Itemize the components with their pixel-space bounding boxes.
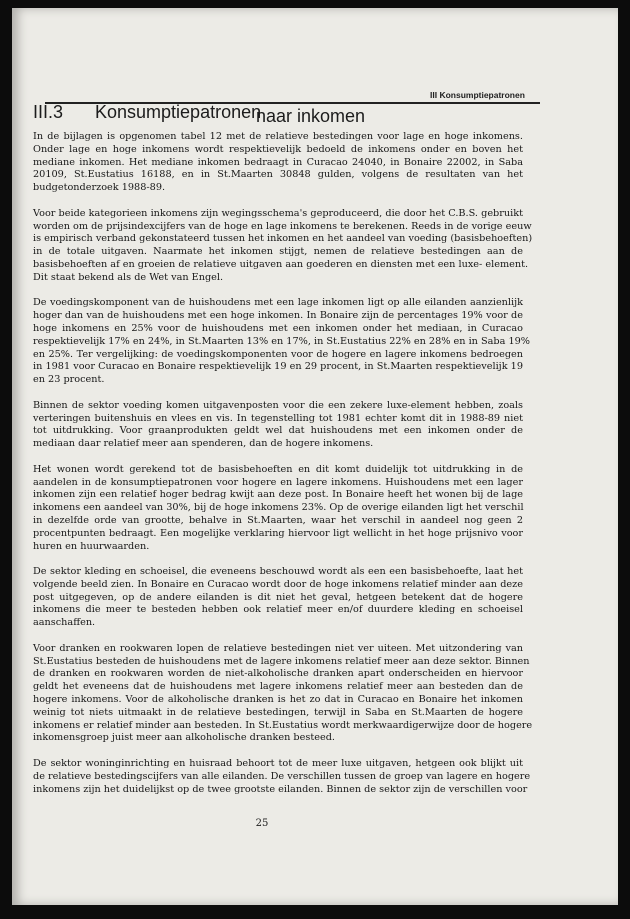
paragraph [33, 642, 533, 745]
text-line: in dezelfde orde van grootte, behalve in St.Maarten, waar het verschil in aandeel nog geen 2 [33, 514, 523, 526]
text-line: Onder lage en hoge inkomens wordt respektievelijk bedoeld de inkomens onder en boven het [33, 143, 523, 155]
text-line: De sektor woninginrichting en huisraad behoort tot de meer luxe uitgaven, hetgeen ook blijkt uit [33, 758, 523, 770]
text-line: in 1981 voor Curacao en Bonaire respektievelijk 19 en 29 procent, in St.Maarten respektievelijk 19 [33, 361, 523, 373]
text-line: St.Eustatius besteden de huishoudens met de lagere inkomens relatief meer aan deze sektor. Binnen [33, 655, 530, 667]
body-text [33, 131, 533, 809]
text-line: budgetonderzoek 1988-89. [33, 182, 166, 194]
text-line: In de bijlagen is opgenomen tabel 12 met de relatieve bestedingen voor lage en hoge inkomens. [33, 131, 523, 142]
text-line: de relatieve bestedingscijfers van alle eilanden. De verschillen tussen de groep van lagere en hogere [33, 770, 531, 782]
paragraph [33, 131, 523, 195]
text-line: de dranken en rookwaren worden de niet-alkoholische dranken apart onderscheiden en hiervoor [33, 668, 523, 680]
section-subtitle: naar inkomen [256, 106, 366, 126]
text-line: inkomens er relatief minder aan besteden. In St.Eustatius wordt merkwaardigerwijze door de hogere [33, 719, 533, 731]
text-line: aanschaffen. [33, 617, 96, 629]
text-line: volgende beeld zien. In Bonaire en Curacao wordt door de hoge inkomens relatief minder aan deze [33, 578, 523, 590]
text-line: inkomen zijn een relatief hoger bedrag kwijt aan deze post. In Bonaire heeft het wonen bij de lage [33, 489, 523, 501]
paragraph [33, 464, 523, 554]
paragraph [33, 297, 530, 387]
section-title: Konsumptiepatronen [95, 102, 262, 122]
text-line: geldt het eveneens dat de huishoudens met lagere inkomens relatief meer aan besteden dan de [33, 681, 523, 693]
text-line: 20109, St.Eustatius 16188, en in St.Maarten 30848 gulden, volgens de resultaten van het [33, 169, 523, 181]
text-line: mediane inkomen. Het mediane inkomen bedraagt in Curacao 24040, in Bonaire 22002, in Saba [33, 156, 523, 168]
paragraph [33, 207, 533, 285]
text-line: Binnen de sektor voeding komen uitgavenposten voor die een zekere luxe-element hebben, zoals [33, 399, 523, 411]
text-line: respektievelijk 17% en 24%, in St.Maarten 13% en 17%, in St.Eustatius 22% en 28% en in Saba 19% [33, 335, 530, 347]
text-line: weinig tot niets uitmaakt in de relatieve bestedingen, terwijl in Saba en St.Maarten de hogere [33, 706, 523, 718]
text-line: hogere inkomens. Voor de alkoholische dranken is het zo dat in Curacao en Bonaire het inkomen [33, 694, 523, 706]
text-line: Het wonen wordt gerekend tot de basisbehoeften en dit komt duidelijk tot uitdrukking in de [33, 463, 523, 475]
paragraph [33, 758, 531, 796]
text-line: mediaan daar relatief meer aan spenderen, dan de hogere inkomens. [33, 438, 374, 450]
text-line: in de totale uitgaven. Naarmate het inkomen stijgt, nemen de relatieve bestedingen aan de [33, 246, 523, 258]
text-line: De voedingskomponent van de huishoudens met een lage inkomen ligt op alle eilanden aanzienlijk [33, 297, 523, 309]
text-line: Voor beide kategorieen inkomens zijn wegingsschema's geproduceerd, die door het C.B.S. gebruikt [33, 207, 523, 219]
text-line: Dit staat bekend als de Wet van Engel. [33, 271, 224, 283]
text-line: basisbehoeften af en groeien de relatieve uitgaven aan goederen en diensten met een luxe- element. [33, 258, 529, 270]
text-line: en 23 procent. [33, 374, 105, 386]
text-line: en 25%. Ter vergelijking: de voedingskomponenten voor de hogere en lagere inkomens bedroegen [33, 348, 523, 360]
page-number-container [0, 818, 630, 829]
paragraph [33, 566, 523, 630]
paragraph [33, 400, 523, 451]
text-line: worden om de prijsindexcijfers van de hoge en lage inkomens te berekenen. Reeds in de vorige eeuw [33, 220, 532, 232]
text-line: hoge inkomens en 25% voor de huishoudens met een inkomen onder het mediaan, in Curacao [33, 322, 523, 334]
text-line: inkomens zijn het duidelijkst op de twee grootste eilanden. Binnen de sektor zijn de verschillen voor [33, 783, 528, 795]
text-line: verteringen buitenshuis en vlees en vis. In tegenstelling tot 1981 echter komt dit in 1988-89 niet [33, 412, 523, 424]
text-line: huren en huurwaarden. [33, 540, 150, 552]
text-line: procentpunten bedraagt. Een mogelijke verklaring hiervoor ligt wellicht in het hoge prijsnivo voor [33, 527, 523, 539]
section-number: III.3 [33, 102, 64, 122]
text-line: post uitgegeven, op de andere eilanden is dit niet het geval, hetgeen betekent dat de hogere [33, 591, 523, 603]
text-line: tot uitdrukking. Voor graanprodukten geldt wel dat huishoudens met een inkomen onder de [33, 425, 523, 437]
text-line: inkomens een aandeel van 30%, bij de hoge inkomens 23%. Op de overige eilanden ligt het verschil [33, 502, 524, 514]
text-line: aandelen in de konsumptiepatronen voor hogere en lagere inkomens. Huishoudens met een lager [33, 476, 523, 488]
text-line: Voor dranken en rookwaren lopen de relatieve bestedingen niet ver uiteen. Met uitzondering van [33, 642, 523, 654]
page-number: 25 [255, 818, 269, 829]
text-line: De sektor kleding en schoeisel, die eveneens beschouwd wordt als een een basisbehoefte, laat het [33, 566, 523, 578]
text-line: inkomensgroep juist meer aan alkoholische dranken besteed. [33, 732, 335, 744]
running-header: III Konsumptiepatronen [430, 90, 525, 100]
text-line: inkomens die meer te besteden hebben ook relatief meer en/of duurdere kleding en schoeisel [33, 604, 523, 616]
text-line: is empirisch verband gekonstateerd tussen het inkomen en het aandeel van voeding (basisbehoeften) [33, 233, 533, 245]
text-line: hoger dan van de huishoudens met een hoge inkomen. In Bonaire zijn de percentages 19% voor de [33, 310, 523, 322]
